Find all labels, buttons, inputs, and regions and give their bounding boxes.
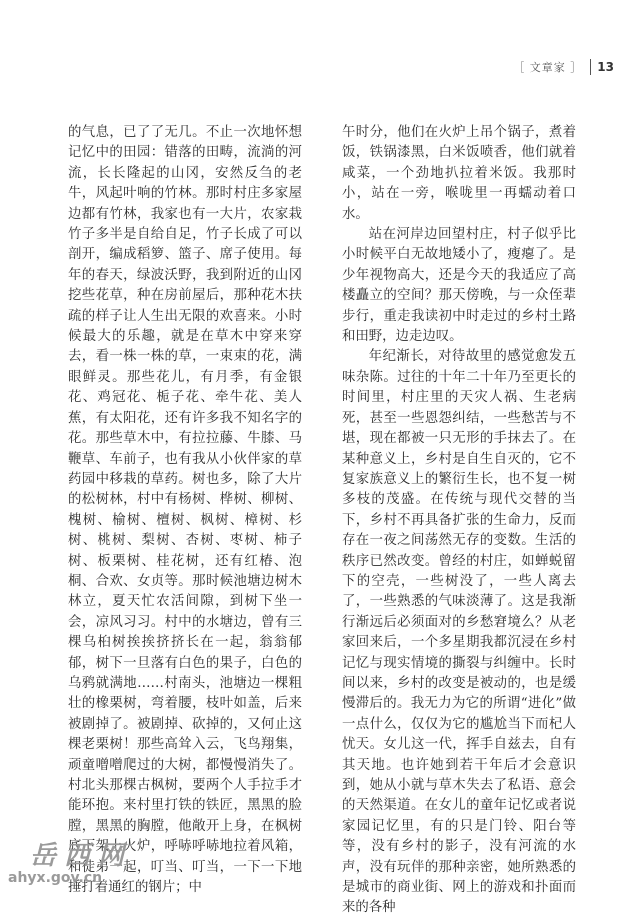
section-label: ［ 文章家 ］ (513, 61, 583, 74)
site-watermark (4, 842, 154, 886)
paragraph: 年纪渐长，对待故里的感觉愈发五味杂陈。过往的十年二十年乃至更长的时间里，村庄里的天灾人祸、生老病死，甚至一些恩怨纠结，一些愁苦与不堪，现在都被一只无形的手抹去了。在某种意义上，乡村是自生自灭的，它不复家族意义上的繁衍生长，也不复一树多枝的茂盛。在传统与现代交替的当下，乡村不再具备扩张的生命力，反而存在一夜之间荡然无存的变数。生活的秩序已然改变。曾经的村庄，如蝉蜕留下的空壳，一些树没了，一些人离去了，一些熟悉的气味淡薄了。这是我渐行渐远后必须面对的乡愁窘境么？从老家回来后，一个多星期我都沉浸在乡村记忆与现实情境的撕裂与纠缠中。长时间以来，乡村的改变是被动的，也是缓慢滞后的。我无力为它的所谓“进化”做一点什么，仅仅为它的尴尬当下而杞人忧天。女儿这一代，挥手自兹去，自有其天地。也许她到若干年后才会意识到，她从小就与草木失去了私语、意会的天然渠道。在女儿的童年记忆或者说家园记忆里，有的只是门铃、阳台等等，没有乡村的影子，没有河流的水声，没有玩伴的那种亲密，她所熟悉的是城市的商业街、网上的游戏和扑面而来的各种 (342, 349, 576, 916)
watermark-logo: 岳西网 (30, 841, 133, 871)
right-column (342, 123, 576, 919)
paragraph: 的气息，已了了无几。不止一次地怀想记忆中的田园：错落的田畴，流淌的河流，长长隆起的山冈，安然反刍的老牛，风起叶响的竹林。那时村庄多家屋边都有竹林，我家也有一大片，农家栽竹子多半是自给自足，竹子长成了可以剖开，编成稻箩、篮子、席子使用。每年的春天，绿波沃野，我到附近的山冈挖些花草，种在房前屋后，那种花木扶疏的样子让人生出无限的欢喜来。小时候最大的乐趣，就是在草木中穿来穿去，看一株一株的草，一束束的花，满眼鲜灵。那些花儿，有月季，有金银花、鸡冠花、栀子花、牵牛花、美人蕉，有太阳花，还有许多我不知名字的花。那些草木中，有拉拉藤、牛膝、马鞭草、车前子，也有我从小伙伴家的草药园中移栽的草药。树也多，除了大片的松树林，村中有杨树、桦树、柳树、槐树、榆树、檀树、枫树、樟树、杉树、桃树、梨树、杏树、枣树、柿子树、板栗树、桂花树，还有红椿、泡桐、合欢、女贞等。那时候池塘边树木林立，夏天忙农活间隙，到树下坐一会，凉风习习。村中的水塘边，曾有三棵乌桕树挨挨挤挤长在一起，翁翁郁郁，树下一旦落有白色的果子，白色的乌鸦就满地……村南头，池塘边一棵粗壮的橡栗树，弯着腰，枝叶如盖，后来被剧掉了。被剧掉、砍掉的，又何止这棵老栗树！那些高耸入云，飞鸟翔集，顽童噌噌爬过的大树，都慢慢消失了。村北头那棵古枫树，要两个人手拉手才能环抱。来村里打铁的铁匠，黑黑的脸膛，黑黑的胸膛，他敞开上身，在枫树底下架上火炉，呼哧呼哧地拉着风箱，和徒弟一起，叮当、叮当，一下一下地捶打着通红的钢片；中 (68, 125, 302, 896)
header-divider (590, 59, 591, 75)
paragraph: 站在河岸边回望村庄，村子似乎比小时候平白无故地矮小了，瘦瘪了。是少年视物高大，还是今天的我适应了高楼矗立的空间？那天傍晚，与一众侄辈步行，重走我读初中时走过的乡村土路和田野，边走边叹。 (342, 227, 576, 345)
watermark-url: ahyx.gov.cn (8, 870, 103, 886)
left-column (68, 123, 302, 898)
paragraph: 午时分，他们在火炉上吊个锅子，煮着饭，铁锅漆黑，白米饭喷香，他们就着咸菜，一个劲地扒拉着米饭。我那时小，站在一旁，喉咙里一再蠕动着口水。 (342, 125, 576, 222)
running-header (513, 59, 614, 75)
page-number: 13 (597, 60, 614, 74)
